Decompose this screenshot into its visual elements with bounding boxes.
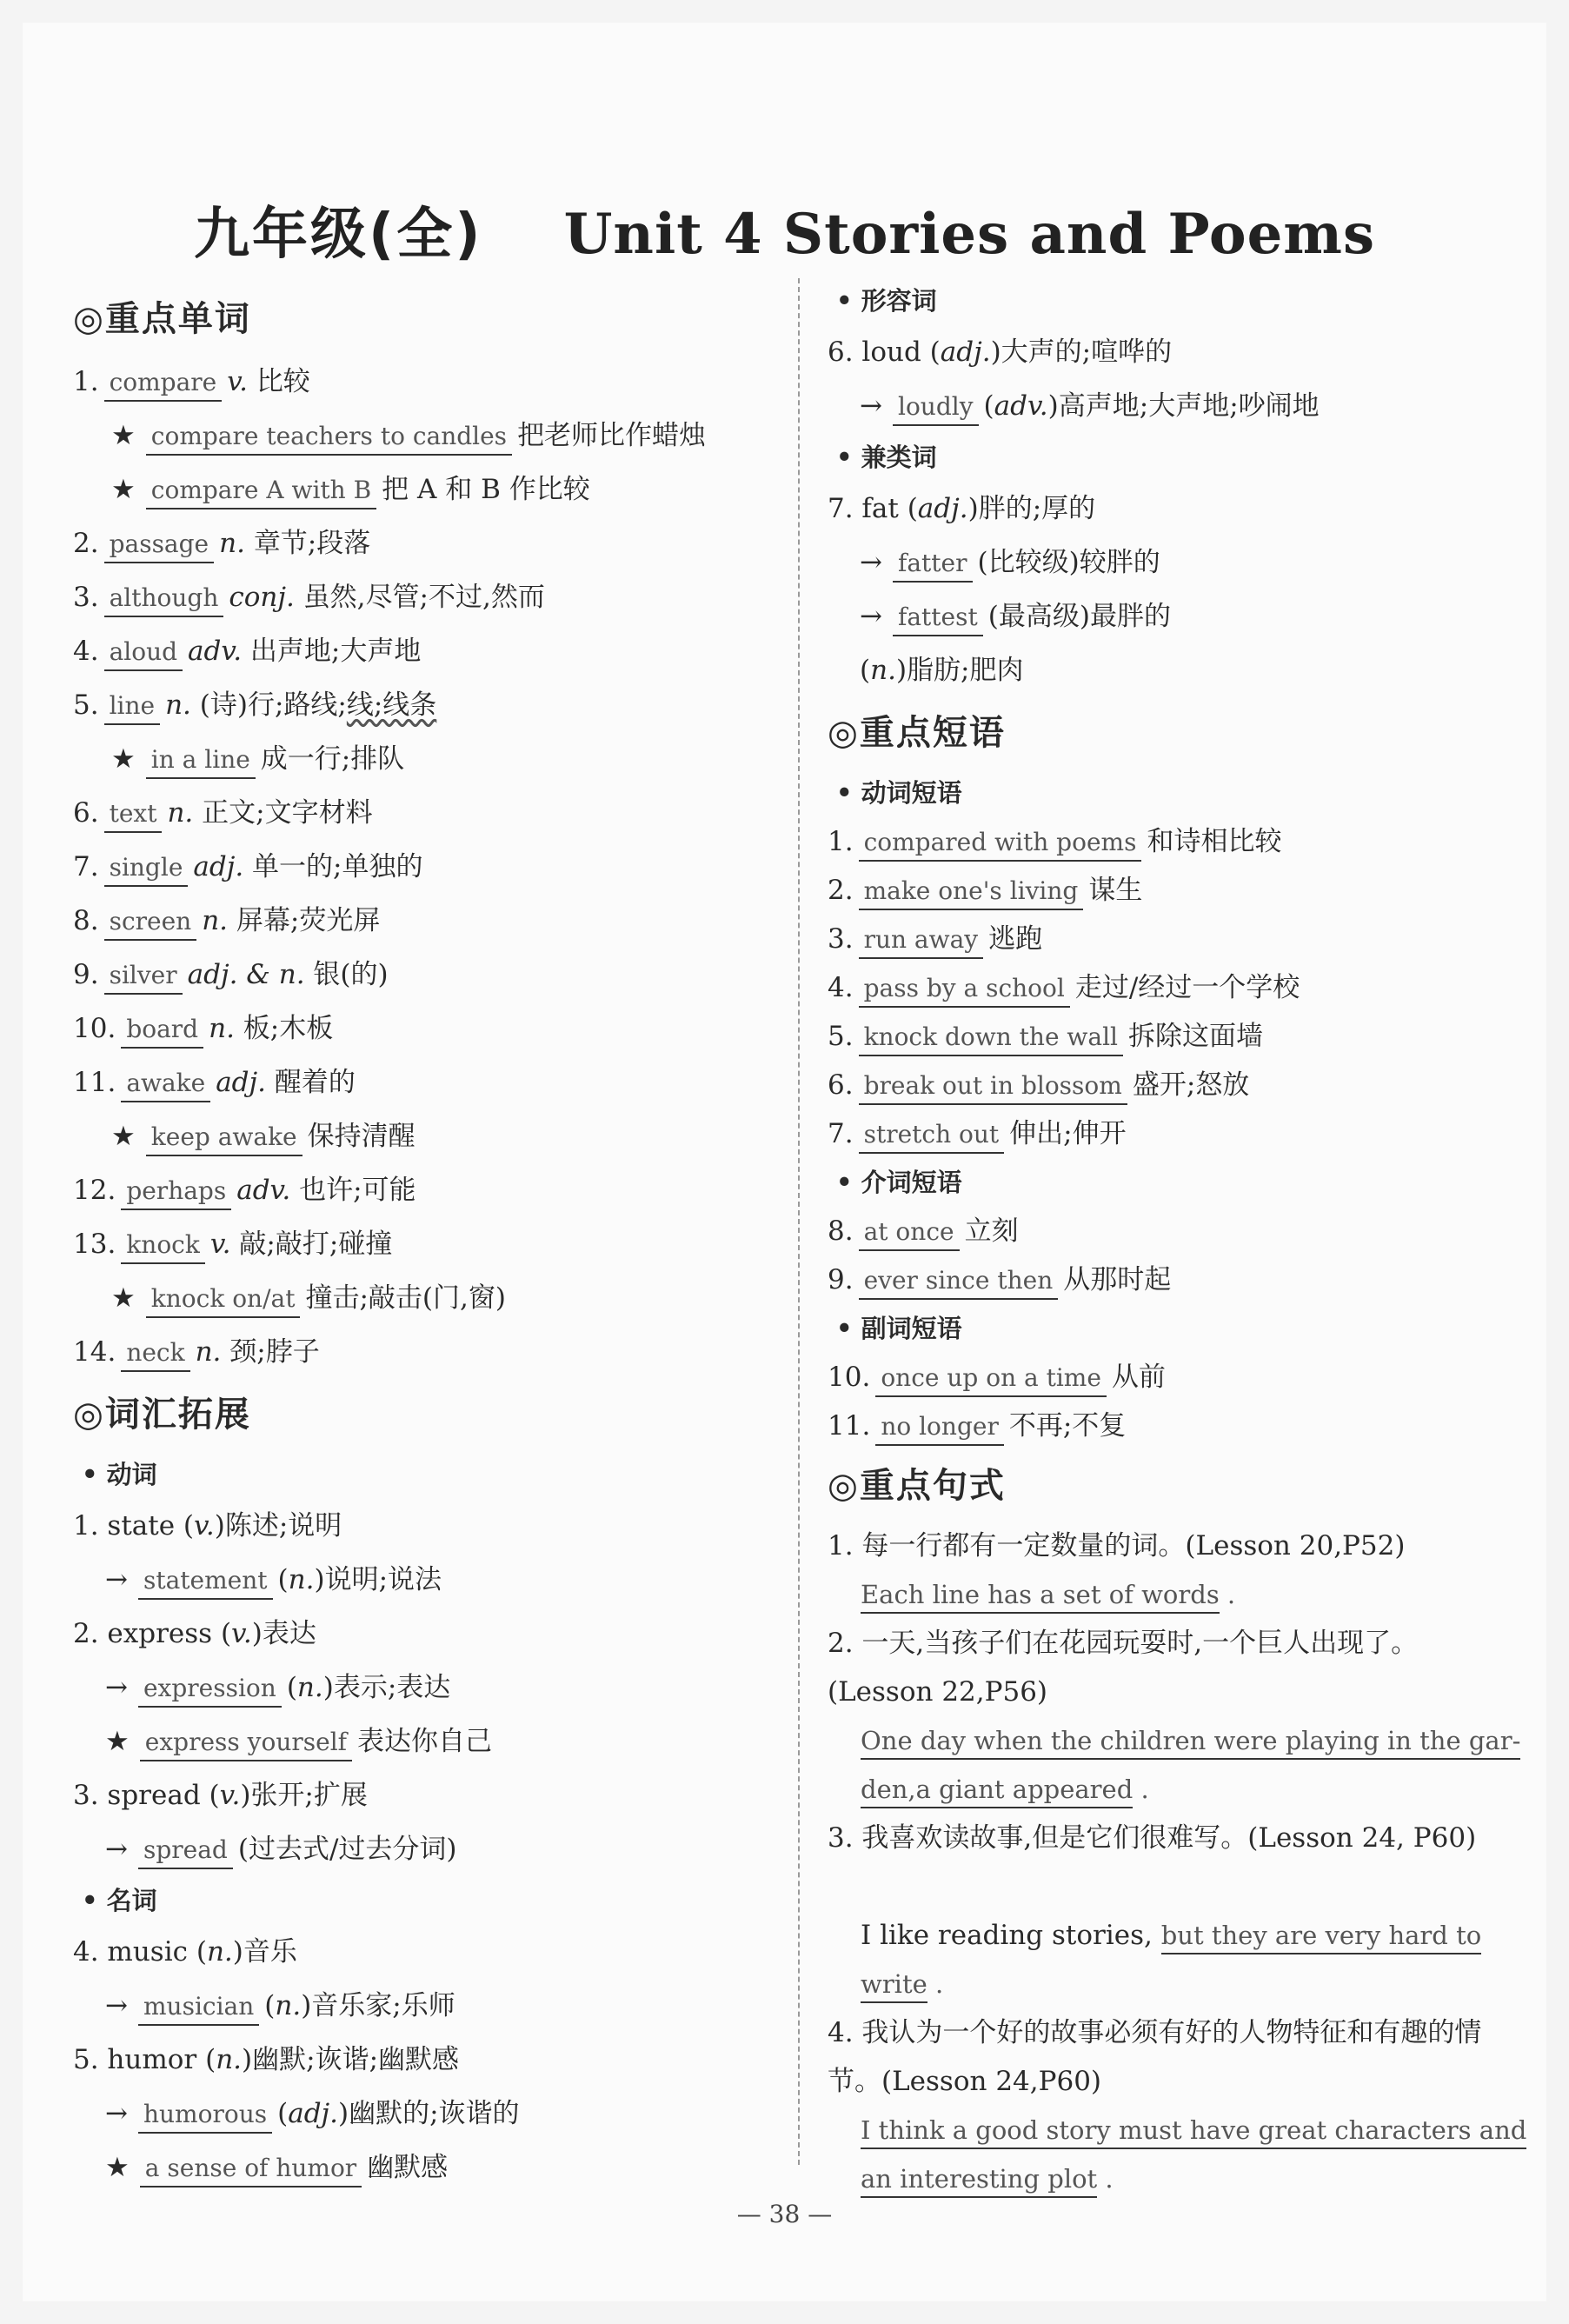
answer-blank: aloud — [104, 635, 183, 671]
answer-blank: line — [104, 689, 161, 725]
word-item: 6. text n. 正文;文字材料 — [73, 786, 768, 840]
answer-blank: board — [121, 1012, 203, 1049]
answer-blank: compared with poems — [859, 825, 1142, 862]
subheading-verb: • 动词 — [82, 1460, 157, 1489]
star-icon: ★ — [111, 1282, 136, 1314]
column-divider — [798, 278, 800, 2165]
answer-blank: break out in blossom — [859, 1069, 1127, 1105]
answer-blank: compare teachers to candles — [146, 419, 512, 456]
answer-blank: once up on a time — [875, 1361, 1107, 1397]
phrase-item: 6. break out in blossom 盛开;怒放 — [828, 1061, 1523, 1109]
subheading-adv-phrases: • 副词短语 — [836, 1314, 962, 1343]
word-item: 11. awake adj. 醒着的 — [73, 1055, 768, 1109]
subheading-verb-phrases: • 动词短语 — [836, 778, 962, 808]
answer-blank: neck — [121, 1335, 189, 1372]
answer-blank: knock on/at — [146, 1282, 301, 1318]
answer-blank: passage — [104, 527, 215, 563]
answer-blank: knock — [121, 1228, 205, 1264]
arrow-icon: → — [105, 1990, 128, 2021]
answer-blank: spread — [138, 1833, 233, 1869]
word-sub-item: ★ compare teachers to candles 把老师比作蜡烛 — [73, 409, 768, 463]
subheading-adjective: • 形容词 — [836, 286, 937, 316]
answer-blank: single — [104, 850, 189, 887]
title-unit: Unit 4 Stories and Poems — [563, 202, 1376, 267]
expand-sub-item: → fattest (最高级)最胖的 — [828, 589, 1523, 643]
answer-blank: screen — [104, 904, 197, 941]
answer-blank: musician — [138, 1989, 259, 2026]
subheading-multi-class: • 兼类词 — [836, 443, 937, 472]
word-sub-item: ★ knock on/at 撞击;敲击(门,窗) — [73, 1271, 768, 1325]
expand-item: 6. loud (adj.)大声的;喧哗的 — [828, 336, 1173, 368]
phrase-item: 4. pass by a school 走过/经过一个学校 — [828, 963, 1523, 1012]
star-icon: ★ — [111, 420, 136, 451]
answer-blank: pass by a school — [859, 971, 1070, 1008]
expand-sub-item: → statement (n.)说明;说法 — [73, 1553, 768, 1607]
word-item: 8. screen n. 屏幕;荧光屏 — [73, 894, 768, 948]
answer-blank: at once — [859, 1215, 960, 1251]
answer-blank: stretch out — [859, 1117, 1005, 1154]
sentence-answer: I think a good story must have great characters and — [828, 2106, 1523, 2154]
phrase-item: 10. once up on a time 从前 — [828, 1353, 1523, 1402]
word-item: 12. perhaps adv. 也许;可能 — [73, 1163, 768, 1217]
answer-blank: knock down the wall — [859, 1020, 1123, 1056]
answer-blank: statement — [138, 1563, 273, 1600]
answer-blank: keep awake — [146, 1120, 302, 1156]
subheading-noun: • 名词 — [82, 1886, 157, 1915]
subheading-prep-phrases: • 介词短语 — [836, 1168, 962, 1197]
sentence-prompt: 3. 我喜欢读故事,但是它们很难写。(Lesson 24, P60) — [828, 1822, 1477, 1854]
phrase-item: 1. compared with poems 和诗相比较 — [828, 817, 1523, 866]
word-item: 3. although conj. 虽然,尽管;不过,然而 — [73, 570, 768, 624]
answer-blank: compare A with B — [146, 473, 376, 509]
word-item: 4. aloud adv. 出声地;大声地 — [73, 624, 768, 678]
section-key-sentences: ◎重点句式 — [828, 1466, 1006, 1506]
expand-item: 4. music (n.)音乐 — [73, 1936, 297, 1968]
word-item: 10. board n. 板;木板 — [73, 1002, 768, 1055]
section-key-words: ◎重点单词 — [73, 299, 251, 339]
section-vocab-expansion: ◎词汇拓展 — [73, 1395, 251, 1435]
sentence-answer: an interesting plot . — [828, 2154, 1523, 2203]
expand-item: 1. state (v.)陈述;说明 — [73, 1510, 342, 1542]
answer-blank: silver — [104, 958, 183, 995]
answer-blank: text — [104, 796, 163, 833]
page-number: — 38 — — [736, 2200, 833, 2228]
arrow-icon: → — [860, 601, 882, 632]
right-column — [828, 276, 1527, 2203]
word-item: 1. compare v. 比较 — [73, 355, 768, 409]
expand-sub-item: ★ a sense of humor 幽默感 — [73, 2141, 768, 2194]
word-item: 7. single adj. 单一的;单独的 — [73, 840, 768, 894]
expand-item: 5. humor (n.)幽默;诙谐;幽默感 — [73, 2044, 460, 2075]
sentence-prompt: 1. 每一行都有一定数量的词。(Lesson 20,P52) — [828, 1530, 1406, 1562]
star-icon: ★ — [111, 474, 136, 505]
answer-blank: although — [104, 581, 224, 617]
emphasis-text: 线;线条 — [346, 689, 437, 721]
star-icon: ★ — [105, 2152, 130, 2183]
sentence-answer: write . — [828, 1960, 1523, 2008]
sentence-prompt: 2. 一天,当孩子们在花园玩耍时,一个巨人出现了。(Lesson 22,P56) — [828, 1628, 1419, 1708]
sentence-answer: I like reading stories, but they are very hard to — [828, 1911, 1523, 1960]
expand-item: 2. express (v.)表达 — [73, 1618, 316, 1649]
answer-blank: in a line — [146, 742, 256, 779]
title-grade: 九年级(全) — [193, 203, 483, 267]
phrase-item: 3. run away 逃跑 — [828, 915, 1523, 963]
expand-sub-item: → spread (过去式/过去分词) — [73, 1822, 768, 1876]
sentence-answer: One day when the children were playing in the gar- — [828, 1716, 1523, 1765]
star-icon: ★ — [111, 743, 136, 775]
answer-blank: awake — [121, 1066, 210, 1102]
expand-item: 3. spread (v.)张开;扩展 — [73, 1780, 368, 1811]
arrow-icon: → — [860, 547, 882, 578]
arrow-icon: → — [105, 1672, 128, 1703]
phrase-item: 7. stretch out 伸出;伸开 — [828, 1109, 1523, 1158]
expand-sub-item: → humorous (adj.)幽默的;诙谐的 — [73, 2087, 768, 2141]
sentence-answer: Each line has a set of words . — [828, 1570, 1523, 1619]
answer-blank: make one's living — [859, 874, 1084, 910]
arrow-icon: → — [860, 390, 882, 422]
word-item: 13. knock v. 敲;敲打;碰撞 — [73, 1217, 768, 1271]
expand-sub-item: → loudly (adv.)高声地;大声地;吵闹地 — [828, 379, 1523, 433]
phrase-item: 11. no longer 不再;不复 — [828, 1402, 1523, 1450]
expand-sub-item: ★ express yourself 表达你自己 — [73, 1715, 768, 1768]
answer-blank: fattest — [893, 600, 983, 636]
word-item: 5. line n. (诗)行;路线;线;线条 — [73, 678, 768, 732]
answer-blank: express yourself — [140, 1725, 352, 1761]
arrow-icon: → — [105, 2098, 128, 2129]
left-column — [73, 283, 768, 2194]
expand-sub-item: → musician (n.)音乐家;乐师 — [73, 1979, 768, 2033]
expand-item: 7. fat (adj.)胖的;厚的 — [828, 493, 1096, 524]
phrase-item: 9. ever since then 从那时起 — [828, 1255, 1523, 1304]
phrase-item: 2. make one's living 谋生 — [828, 866, 1523, 915]
expand-sub-item: (n.)脂肪;肥肉 — [860, 655, 1024, 686]
expand-sub-item: → expression (n.)表示;表达 — [73, 1661, 768, 1715]
answer-blank: run away — [859, 922, 984, 959]
arrow-icon: → — [105, 1564, 128, 1595]
answer-blank: expression — [138, 1671, 282, 1708]
answer-blank: fatter — [893, 546, 973, 583]
sentence-prompt: 4. 我认为一个好的故事必须有好的人物特征和有趣的情节。(Lesson 24,P60) — [828, 2017, 1482, 2097]
arrow-icon: → — [105, 1834, 128, 1865]
answer-blank: loudly — [893, 390, 979, 426]
phrase-item: 5. knock down the wall 拆除这面墙 — [828, 1012, 1523, 1061]
answer-blank: compare — [104, 365, 223, 402]
star-icon: ★ — [105, 1726, 130, 1757]
answer-blank: perhaps — [121, 1174, 231, 1210]
section-key-phrases: ◎重点短语 — [828, 713, 1006, 753]
sentence-answer: den,a giant appeared . — [828, 1765, 1523, 1814]
page-title — [0, 190, 1569, 270]
word-item: 14. neck n. 颈;脖子 — [73, 1325, 768, 1379]
expand-sub-item: → fatter (比较级)较胖的 — [828, 536, 1523, 589]
word-sub-item: ★ compare A with B 把 A 和 B 作比较 — [73, 463, 768, 516]
word-item: 9. silver adj. & n. 银(的) — [73, 948, 768, 1002]
star-icon: ★ — [111, 1121, 136, 1152]
word-item: 2. passage n. 章节;段落 — [73, 516, 768, 570]
phrase-item: 8. at once 立刻 — [828, 1207, 1523, 1255]
word-sub-item: ★ in a line 成一行;排队 — [73, 732, 768, 786]
word-sub-item: ★ keep awake 保持清醒 — [73, 1109, 768, 1163]
answer-blank: no longer — [875, 1409, 1004, 1446]
answer-blank: humorous — [138, 2097, 272, 2134]
answer-blank: a sense of humor — [140, 2151, 362, 2187]
answer-blank: ever since then — [859, 1263, 1059, 1300]
